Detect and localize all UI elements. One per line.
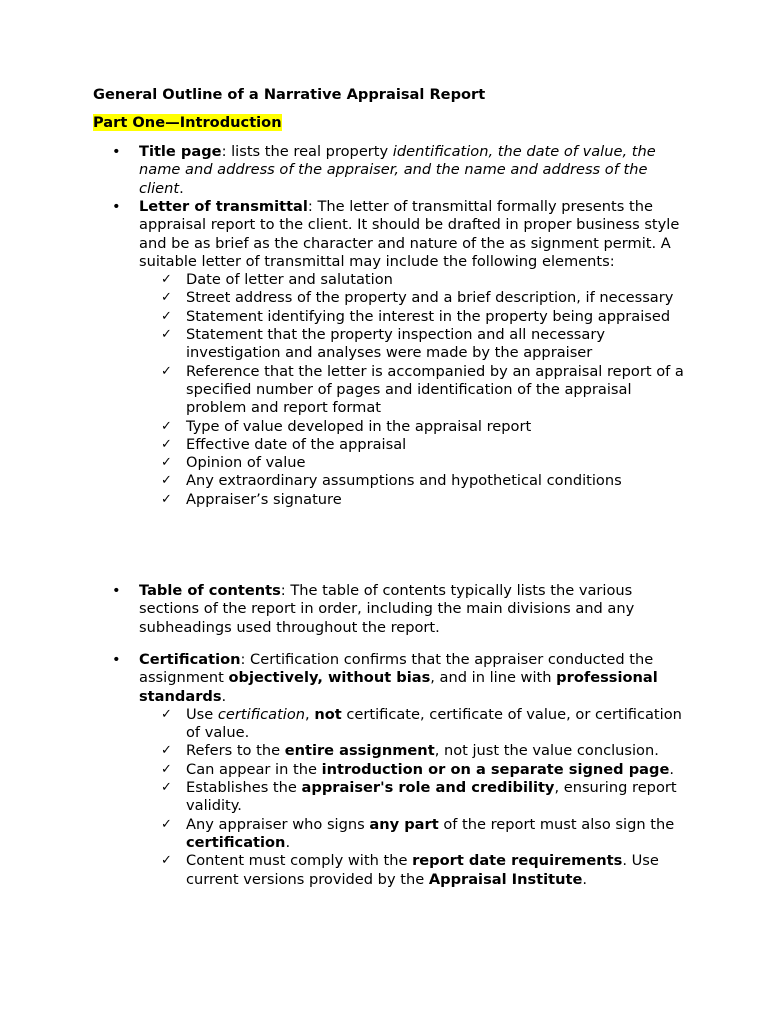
list-item <box>139 436 689 454</box>
list-item <box>139 454 689 472</box>
list-item-text: Statement that the property inspection and all necessary investigation and analyses were made by the appraiser <box>186 326 605 362</box>
certification-body-3: . <box>221 687 227 705</box>
list-item-bold: Appraisal Institute <box>428 870 583 888</box>
check-mark-icon: ✓ <box>161 436 172 452</box>
check-mark-icon: ✓ <box>161 290 172 306</box>
list-item-bold: introduction or on a separate signed page <box>321 760 670 778</box>
list-item <box>139 742 689 760</box>
list-item-text: certificate, certificate of value, or certification of value. <box>186 705 682 742</box>
title-page-desc: identification, the date of value, the name and address of the appraiser, and the name and address of the client <box>139 143 656 197</box>
list-item-italic: certification <box>217 705 306 723</box>
list-item <box>139 289 689 307</box>
list-item-text: Appraiser’s signature <box>186 490 342 508</box>
bullet-icon: • <box>112 198 121 215</box>
list-item-bold: appraiser's role and credibility <box>301 779 555 797</box>
check-mark-icon: ✓ <box>161 816 172 832</box>
list-item-bold: any part <box>369 815 439 833</box>
check-mark-icon: ✓ <box>161 780 172 796</box>
certification-term: Certification <box>139 651 241 668</box>
bullet-certification <box>112 651 689 889</box>
list-item-text: , ensuring report validity. <box>186 779 677 815</box>
part-heading-highlight: Part One—Introduction <box>93 114 282 131</box>
document-title: General Outline of a Narrative Appraisal Report <box>93 86 486 103</box>
list-item <box>139 779 689 816</box>
list-item-bold: report date requirements <box>412 852 623 870</box>
bullet-letter-of-transmittal <box>112 198 689 509</box>
transmittal-body: : The letter of transmittal formally presents the appraisal report to the client. It should be drafted in proper business style and be as brief as the character and nature of the as signment permit. A suitable letter of transmittal may include the following elements: <box>139 198 680 270</box>
list-item-text: . <box>582 870 588 888</box>
list-item-text: , not just the value conclusion. <box>434 742 659 760</box>
list-item <box>139 472 689 490</box>
bullet-title-page <box>112 143 689 198</box>
check-mark-icon: ✓ <box>161 418 172 434</box>
check-mark-icon: ✓ <box>161 308 172 324</box>
check-mark-icon: ✓ <box>161 272 172 288</box>
check-mark-icon: ✓ <box>161 363 172 379</box>
list-item-text: Can appear in the <box>186 760 322 778</box>
check-mark-icon: ✓ <box>161 706 172 722</box>
check-mark-icon: ✓ <box>161 761 172 777</box>
list-item-text: Use <box>186 705 218 723</box>
list-item-text: Any extraordinary assumptions and hypothetical conditions <box>186 472 622 490</box>
list-item <box>139 761 689 779</box>
transmittal-term: Letter of transmittal <box>139 198 308 215</box>
list-item-text: of the report must also sign the <box>438 815 675 833</box>
bullet-icon: • <box>112 651 121 668</box>
certification-bold-1: objectively, without bias <box>228 669 431 687</box>
check-mark-icon: ✓ <box>161 473 172 489</box>
title-page-sep: : lists the real property <box>221 143 393 160</box>
list-item-text: Establishes the <box>186 779 302 797</box>
part-heading <box>93 114 282 132</box>
transmittal-elements-list <box>139 271 689 509</box>
list-item <box>139 418 689 436</box>
list-item <box>139 491 689 509</box>
list-item-bold: not <box>314 705 342 723</box>
check-mark-icon: ✓ <box>161 743 172 759</box>
list-item <box>139 706 689 743</box>
check-mark-icon: ✓ <box>161 853 172 869</box>
list-item <box>139 852 689 889</box>
list-item-text: Any appraiser who signs <box>186 815 370 833</box>
list-item <box>139 816 689 853</box>
list-item <box>139 308 689 326</box>
toc-body: : The table of contents typically lists the various sections of the report in order, including the main divisions and any subheadings used throughout the report. <box>139 582 635 636</box>
list-item-text: Opinion of value <box>186 454 306 472</box>
bullet-icon: • <box>112 143 121 160</box>
list-item-text: , <box>305 705 315 723</box>
list-item-text: . <box>669 760 674 778</box>
list-item <box>139 326 689 363</box>
list-item-text: Content must comply with the <box>186 852 413 870</box>
list-item-text: Statement identifying the interest in the property being appraised <box>186 307 671 325</box>
list-item-text: . Use current versions provided by the <box>186 852 659 888</box>
certification-list <box>139 706 689 889</box>
check-mark-icon: ✓ <box>161 455 172 471</box>
list-item <box>139 363 689 418</box>
certification-bold-2: professional standards <box>139 669 658 705</box>
list-item-text: Type of value developed in the appraisal report <box>186 417 532 435</box>
bullet-icon: • <box>112 582 121 599</box>
list-item-bold: entire assignment <box>284 742 435 760</box>
title-page-end: . <box>179 179 184 197</box>
check-mark-icon: ✓ <box>161 327 172 343</box>
check-mark-icon: ✓ <box>161 491 172 507</box>
list-item-text: Date of letter and salutation <box>186 271 393 289</box>
list-item-text: Street address of the property and a brief description, if necessary <box>186 289 674 307</box>
title-page-term: Title page <box>139 143 222 160</box>
toc-term: Table of contents <box>139 582 281 599</box>
list-item <box>139 271 689 289</box>
list-item-text: . <box>285 833 291 851</box>
list-item-bold: certification <box>186 833 286 851</box>
bullet-table-of-contents <box>112 582 689 637</box>
list-item-text: Effective date of the appraisal <box>186 435 407 453</box>
certification-body-2: , and in line with <box>430 669 557 687</box>
list-item-text: Refers to the <box>186 742 285 760</box>
certification-body-1: : Certification confirms that the appraiser conducted the assignment <box>139 651 654 687</box>
list-item-text: Reference that the letter is accompanied by an appraisal report of a specified number of pages and identification of the appraisal problem and report format <box>186 362 684 417</box>
